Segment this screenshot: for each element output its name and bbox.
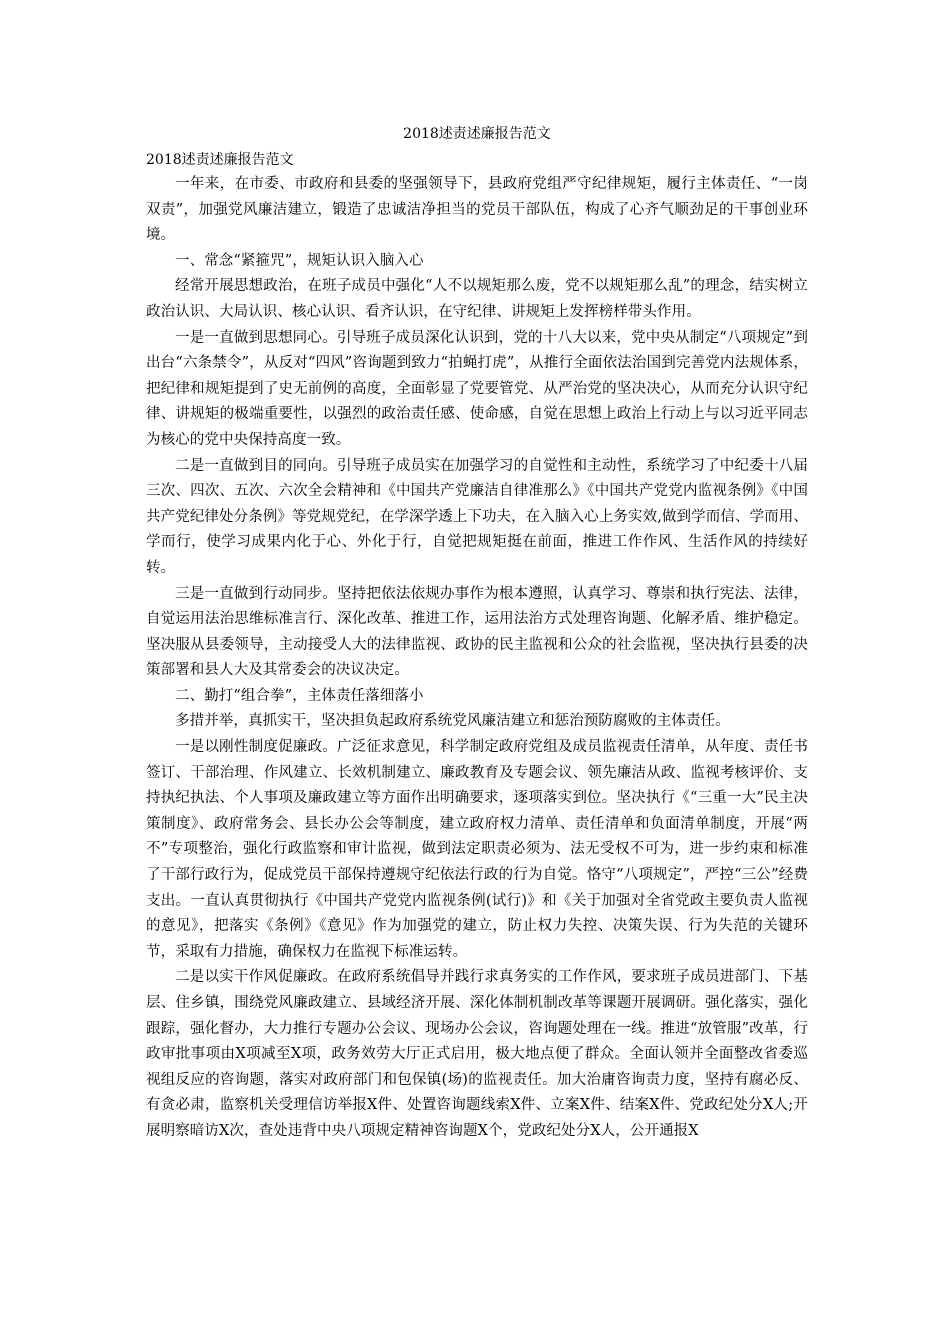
document-subtitle: 2018述责述廉报告范文 [146,152,294,168]
body-paragraph: 经常开展思想政治，在班子成员中强化“人不以规矩那么废，党不以规矩那么乱”的理念，结实树立政治认识、大局认识、核心认识、看齐认识，在守纪律、讲规矩上发挥榜样带头作用。 [146,278,808,320]
intro-paragraph: 一年来，在市委、市政府和县委的坚强领导下，县政府党组严守纪律规矩，履行主体责任、“一岗双责”，加强党风廉洁建立，锻造了忠诚洁净担当的党员干部队伍，构成了心齐气顺劲足的干事创业环境。 [146,176,808,244]
body-paragraph: 三是一直做到行动同步。坚持把依法依规办事作为根本遵照，认真学习、尊崇和执行宪法、法律，自觉运用法治思维标准言行、深化改革、推进工作，运用法治方式处理咨询题、化解矛盾、维护稳定。坚决服从县委领导，主动接受人大的法律监视、政协的民主监视和公众的社会监视，坚决执行县委的决策部署和县人大及其常委会的决议决定。 [146,585,808,679]
body-paragraph: 一是以刚性制度促廉政。广泛征求意见，科学制定政府党组及成员监视责任清单，从年度、责任书签订、干部治理、作风建立、长效机制建立、廉政教育及专题会议、领先廉洁从政、监视考核评价、支持执纪执法、个人事项及廉政建立等方面作出明确要求，逐项落实到位。坚决执行《“三重一大”民主决策制度》、政府常务会、县长办公会等制度，建立政府权力清单、责任清单和负面清单制度，开展“两不”专项整治，强化行政监察和审计监视，做到法定职责必须为、法无受权不可为，进一步约束和标准了干部行政行为，促成党员干部保持遵规守纪依法行政的行为自觉。恪守“八项规定”，严控“三公”经费支出。一直认真贯彻执行《中国共产党党内监视条例(试行)》和《关于加强对全省党政主要负责人监视的意见》，把落实《条例》《意见》作为加强党的建立，防止权力失控、决策失误、行为失范的关键环节，采取有力措施，确保权力在监视下标准运转。 [146,739,808,960]
section-heading-2: 二、勤打“组合拳”，主体责任落细落小 [175,687,424,704]
section-heading-1: 一、常念“紧箍咒”，规矩认识入脑入心 [175,252,424,269]
document-title: 2018述责述廉报告范文 [403,126,551,142]
body-paragraph: 二是以实干作风促廉政。在政府系统倡导并践行求真务实的工作作风，要求班子成员进部门、下基层、住乡镇，围绕党风廉政建立、县域经济开展、深化体制机制改革等课题开展调研。强化落实，强化跟踪，强化督办，大力推行专题办公会议、现场办公会议，咨询题处理在一线。推进“放管服”改革，行政审批事项由X项减至X项，政务效劳大厅正式启用，极大地点便了群众。全面认领并全面整改省委巡视组反应的咨询题，落实对政府部门和包保镇(场)的监视责任。加大治庸咨询责力度，坚持有腐必反、有贪必肃，监察机关受理信访举报X件、处置咨询题线索X件、立案X件、结案X件、党政纪处分X人;开展明察暗访X次，查处违背中央八项规定精神咨询题X个，党政纪处分X人，公开通报X [146,969,808,1139]
document-page [146,124,808,1145]
body-paragraph: 一是一直做到思想同心。引导班子成员深化认识到，党的十八大以来，党中央从制定“八项规定”到出台“六条禁令”，从反对“四风”咨询题到致力“拍蝇打虎”，从推行全面依法治国到完善党内法规体系，把纪律和规矩提到了史无前例的高度，全面彰显了党要管党、从严治党的坚决决心，从而充分认识守纪律、讲规矩的极端重要性，以强烈的政治责任感、使命感，自觉在思想上政治上行动上与以习近平同志为核心的党中央保持高度一致。 [146,329,808,448]
body-paragraph: 多措并举，真抓实干，坚决担负起政府系统党风廉洁建立和惩治预防腐败的主体责任。 [175,713,730,730]
body-paragraph: 二是一直做到目的同向。引导班子成员实在加强学习的自觉性和主动性，系统学习了中纪委十八届三次、四次、五次、六次全会精神和《中国共产党廉洁自律准那么》《中国共产党党内监视条例》《中国共产党纪律处分条例》等党规党纪，在学深学透上下功夫，在入脑入心上务实效,做到学而信、学而用、学而行，使学习成果内化于心、外化于行，自觉把规矩挺在前面，推进工作作风、生活作风的持续好转。 [146,457,808,576]
